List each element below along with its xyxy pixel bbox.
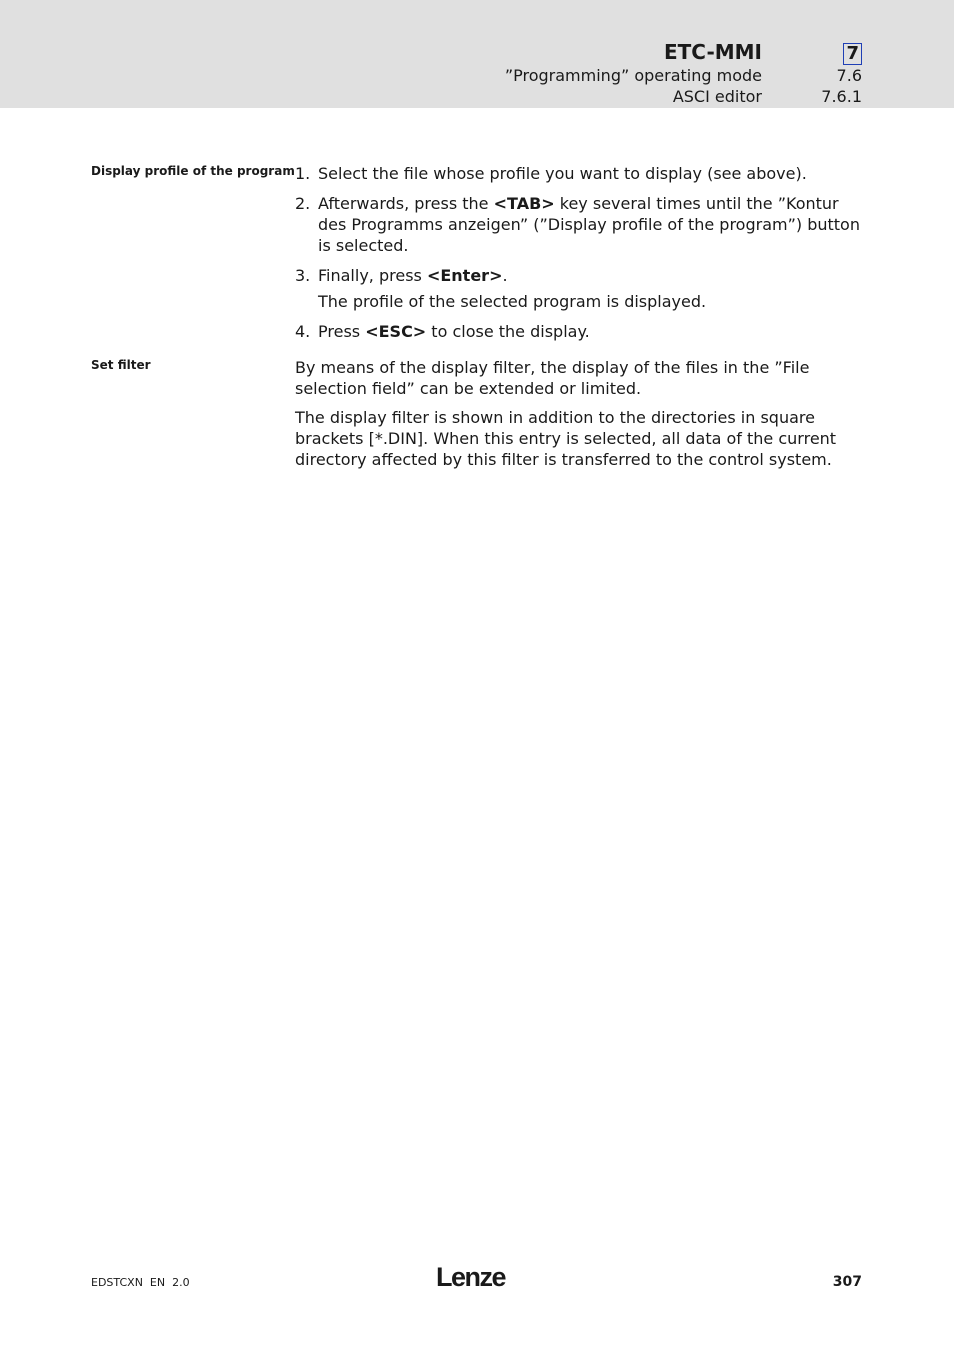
section-label: ”Programming” operating mode: [504, 66, 762, 85]
page-number: 307: [832, 1274, 862, 1290]
step-result: The profile of the selected program is displayed.: [318, 292, 707, 311]
set-filter-heading: Set filter: [91, 358, 151, 372]
lenze-logo: [436, 1262, 516, 1296]
set-filter-paragraph: The display filter is shown in addition to the directories in square brackets [*.DIN]. When this entry is selected, all data of the current directory affected by this filter is transferred to the control system.: [295, 408, 837, 469]
manual-title: ETC-MMI: [664, 40, 762, 64]
display-profile-heading: Display profile of the program: [91, 164, 295, 178]
set-filter-body: [295, 357, 865, 478]
section-number: 7.6: [836, 66, 862, 85]
page-header: [0, 0, 954, 108]
step-number: 1.: [295, 164, 311, 183]
header-subsection-row: [342, 87, 862, 106]
display-profile-steps: [295, 163, 865, 351]
header-title-row: [342, 40, 862, 65]
step-number: 4.: [295, 322, 311, 341]
logo-text: Lenze: [436, 1262, 506, 1292]
step-text: Press <ESC> to close the display.: [318, 322, 590, 341]
step-number: 3.: [295, 266, 311, 285]
list-item: [295, 193, 865, 256]
step-number: 2.: [295, 194, 311, 213]
header-section-row: [342, 66, 862, 85]
step-text: Afterwards, press the <TAB> key several times until the ”Kontur des Programms anzeigen” (”Display profile of the program”) button is selected.: [318, 194, 860, 255]
list-item: [295, 321, 865, 342]
document-code: EDSTCXN EN 2.0: [91, 1276, 190, 1289]
key-name: <Enter>: [426, 266, 503, 285]
list-item: [295, 265, 865, 312]
subsection-number: 7.6.1: [821, 87, 862, 106]
step-text: Finally, press <Enter>.: [318, 266, 508, 285]
key-name: <ESC>: [365, 322, 427, 341]
chapter-number[interactable]: 7: [843, 43, 862, 65]
key-name: <TAB>: [493, 194, 555, 213]
subsection-label: ASCI editor: [672, 87, 762, 106]
list-item: [295, 163, 865, 184]
step-text: Select the file whose profile you want to display (see above).: [318, 164, 807, 183]
set-filter-paragraph: By means of the display filter, the display of the files in the ”File selection field” can be extended or limited.: [295, 358, 810, 398]
